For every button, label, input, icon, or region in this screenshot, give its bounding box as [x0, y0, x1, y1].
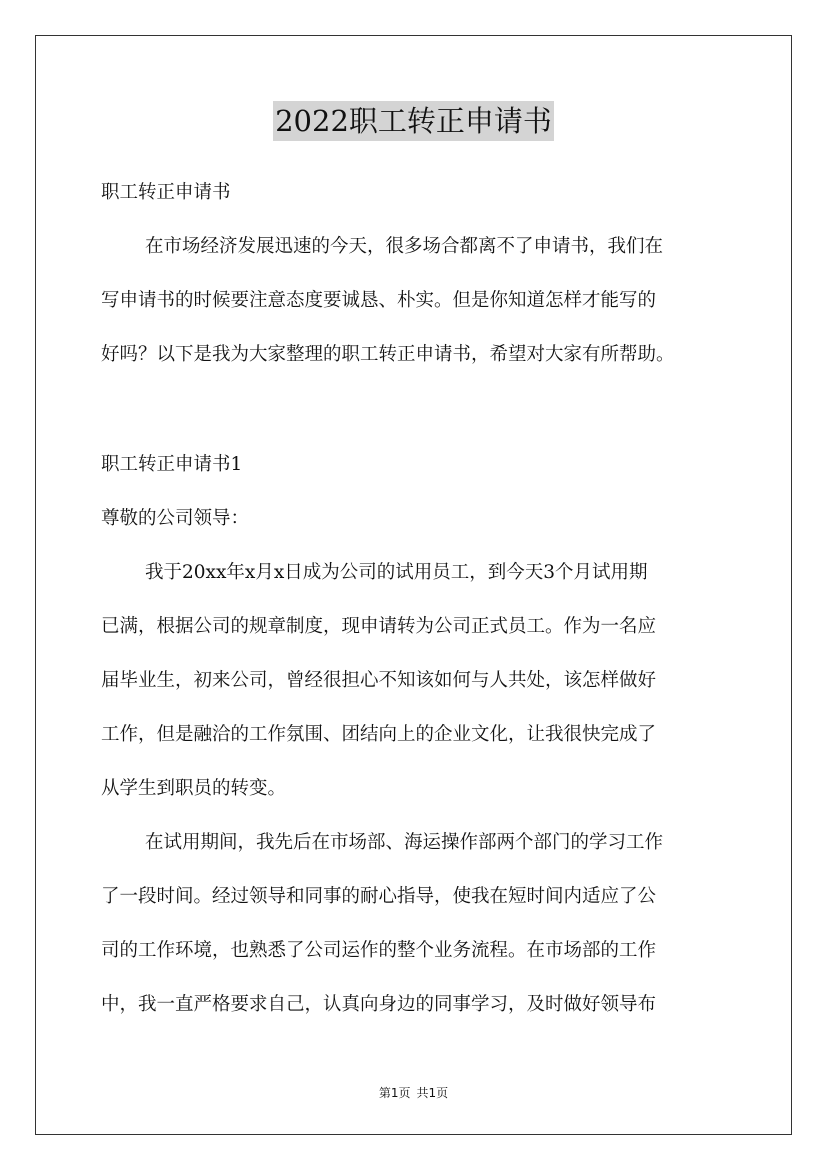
salutation: 尊敬的公司领导：: [101, 508, 250, 529]
paragraph-line: 写申请书的时候要注意态度要诚恳、朴实。但是你知道怎样才能写的: [101, 290, 657, 311]
section-heading: 职工转正申请书1: [101, 454, 243, 475]
paragraph-line: 从学生到职员的转变。: [101, 778, 287, 799]
paragraph-line: 我于20xx年x月x日成为公司的试用员工，到今天3个月试用期: [145, 562, 648, 583]
paragraph-line: 届毕业生，初来公司，曾经很担心不知该如何与人共处，该怎样做好: [101, 670, 657, 691]
paragraph-line: 了一段时间。经过领导和同事的耐心指导，使我在短时间内适应了公: [101, 886, 657, 907]
paragraph-line: 司的工作环境，也熟悉了公司运作的整个业务流程。在市场部的工作: [101, 940, 657, 961]
page-number: 第1页: [378, 1086, 411, 1100]
section-heading: 职工转正申请书: [101, 182, 231, 203]
paragraph-line: 已满，根据公司的规章制度，现申请转为公司正式员工。作为一名应: [101, 616, 657, 637]
page-footer: [0, 1085, 827, 1101]
paragraph-line: 工作，但是融洽的工作氛围、团结向上的企业文化，让我很快完成了: [101, 724, 657, 745]
paragraph-line: 中，我一直严格要求自己，认真向身边的同事学习，及时做好领导布: [101, 994, 657, 1015]
paragraph-line: 在试用期间，我先后在市场部、海运操作部两个部门的学习工作: [145, 832, 664, 853]
page-total: 共1页: [416, 1086, 449, 1100]
paragraph-line: 在市场经济发展迅速的今天，很多场合都离不了申请书，我们在: [145, 236, 664, 257]
document-title: 2022职工转正申请书: [273, 101, 554, 141]
title-container: [0, 101, 827, 141]
paragraph-line: 好吗？以下是我为大家整理的职工转正申请书，希望对大家有所帮助。: [101, 344, 675, 365]
